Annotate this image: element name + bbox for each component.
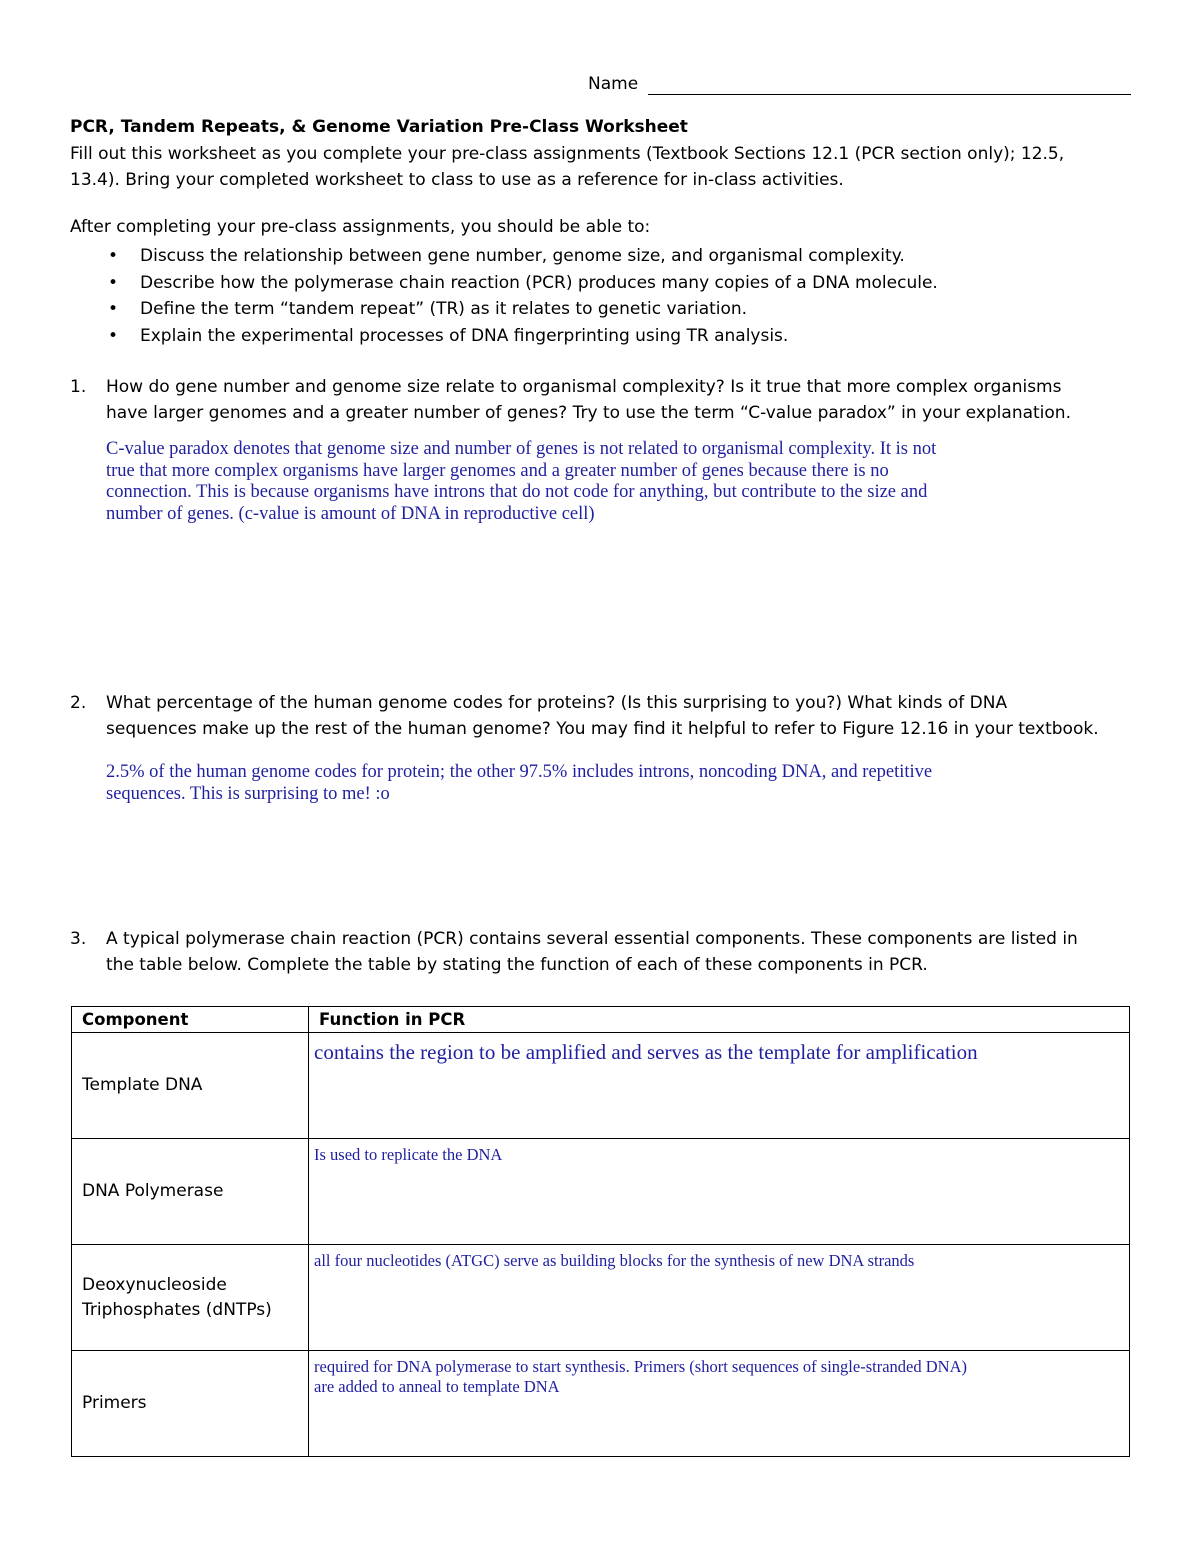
question-number: 2. xyxy=(70,693,87,713)
function-cell[interactable]: contains the region to be amplified and serves as the template for amplification xyxy=(309,1033,1130,1139)
question-text: How do gene number and genome size relate to organismal complexity? Is it true that more complex organisms have larger genomes and a greater number of genes? Try to use the term “C-value paradox” in your explanation. xyxy=(106,377,1071,423)
function-cell[interactable]: required for DNA polymerase to start synthesis. Primers (short sequences of single-stranded DNA) are added to anneal to template DNA xyxy=(309,1351,1130,1457)
instructions-line-1: Fill out this worksheet as you complete your pre-class assignments (Textbook Sections 12.1 (PCR section only); 12.5, xyxy=(70,144,1065,164)
bullet-icon: • xyxy=(108,325,119,346)
question-number: 1. xyxy=(70,377,87,397)
table-row xyxy=(72,1033,1130,1139)
table-header-row xyxy=(72,1007,1130,1033)
instructions-line-2: 13.4). Bring your completed worksheet to class to use as a reference for in-class activities. xyxy=(70,170,844,190)
bullet-icon: • xyxy=(108,246,119,266)
name-blank-line[interactable] xyxy=(648,94,1131,95)
objective-item: • Describe how the polymerase chain reaction (PCR) produces many copies of a DNA molecule. xyxy=(70,270,1130,297)
name-label: Name xyxy=(588,74,639,94)
objective-item: • Explain the experimental processes of DNA fingerprinting using TR analysis. xyxy=(70,323,1130,350)
question-text: A typical polymerase chain reaction (PCR) contains several essential components. These components are listed in the table below. Complete the table by stating the function of each of these components in PCR. xyxy=(106,929,1078,975)
component-cell: DNA Polymerase xyxy=(72,1139,309,1245)
component-cell: Primers xyxy=(72,1351,309,1457)
question-text: What percentage of the human genome codes for proteins? (Is this surprising to you?) What kinds of DNA sequences make up the rest of the human genome? You may find it helpful to refer to Figure 12.16 in your textbook. xyxy=(106,693,1099,739)
pcr-components-table xyxy=(71,1006,1130,1457)
worksheet-title: PCR, Tandem Repeats, & Genome Variation Pre-Class Worksheet xyxy=(70,117,688,137)
table-row xyxy=(72,1351,1130,1457)
answer-1[interactable]: C-value paradox denotes that genome size and number of genes is not related to organismal complexity. It is not true that more complex organisms have larger genomes and a greater number of genes because there is no connection. This is because organisms have introns that do not code for anything, but contribute to the size and number of genes. (c-value is amount of DNA in reproductive cell) xyxy=(106,439,937,524)
objective-item: • Define the term “tandem repeat” (TR) as it relates to genetic variation. xyxy=(70,296,1130,323)
column-header-function: Function in PCR xyxy=(309,1007,1130,1033)
name-field xyxy=(588,74,1133,100)
instructions xyxy=(70,141,1140,193)
bullet-icon: • xyxy=(108,272,119,293)
question-number: 3. xyxy=(70,929,87,949)
answer-2[interactable]: 2.5% of the human genome codes for protein; the other 97.5% includes introns, noncoding DNA, and repetitive sequences. This is surprising to me! :o xyxy=(106,762,933,804)
component-cell: Template DNA xyxy=(72,1033,309,1139)
component-cell: Deoxynucleoside Triphosphates (dNTPs) xyxy=(72,1245,309,1351)
column-header-component: Component xyxy=(72,1007,309,1033)
table-row xyxy=(72,1245,1130,1351)
objectives-heading: After completing your pre-class assignments, you should be able to: xyxy=(70,217,651,237)
bullet-icon: • xyxy=(108,299,119,319)
objectives-list xyxy=(70,243,1130,349)
table-row xyxy=(72,1139,1130,1245)
objective-item: • Discuss the relationship between gene number, genome size, and organismal complexity. xyxy=(70,243,1130,270)
function-cell[interactable]: all four nucleotides (ATGC) serve as building blocks for the synthesis of new DNA strands xyxy=(309,1245,1130,1351)
function-cell[interactable]: Is used to replicate the DNA xyxy=(309,1139,1130,1245)
